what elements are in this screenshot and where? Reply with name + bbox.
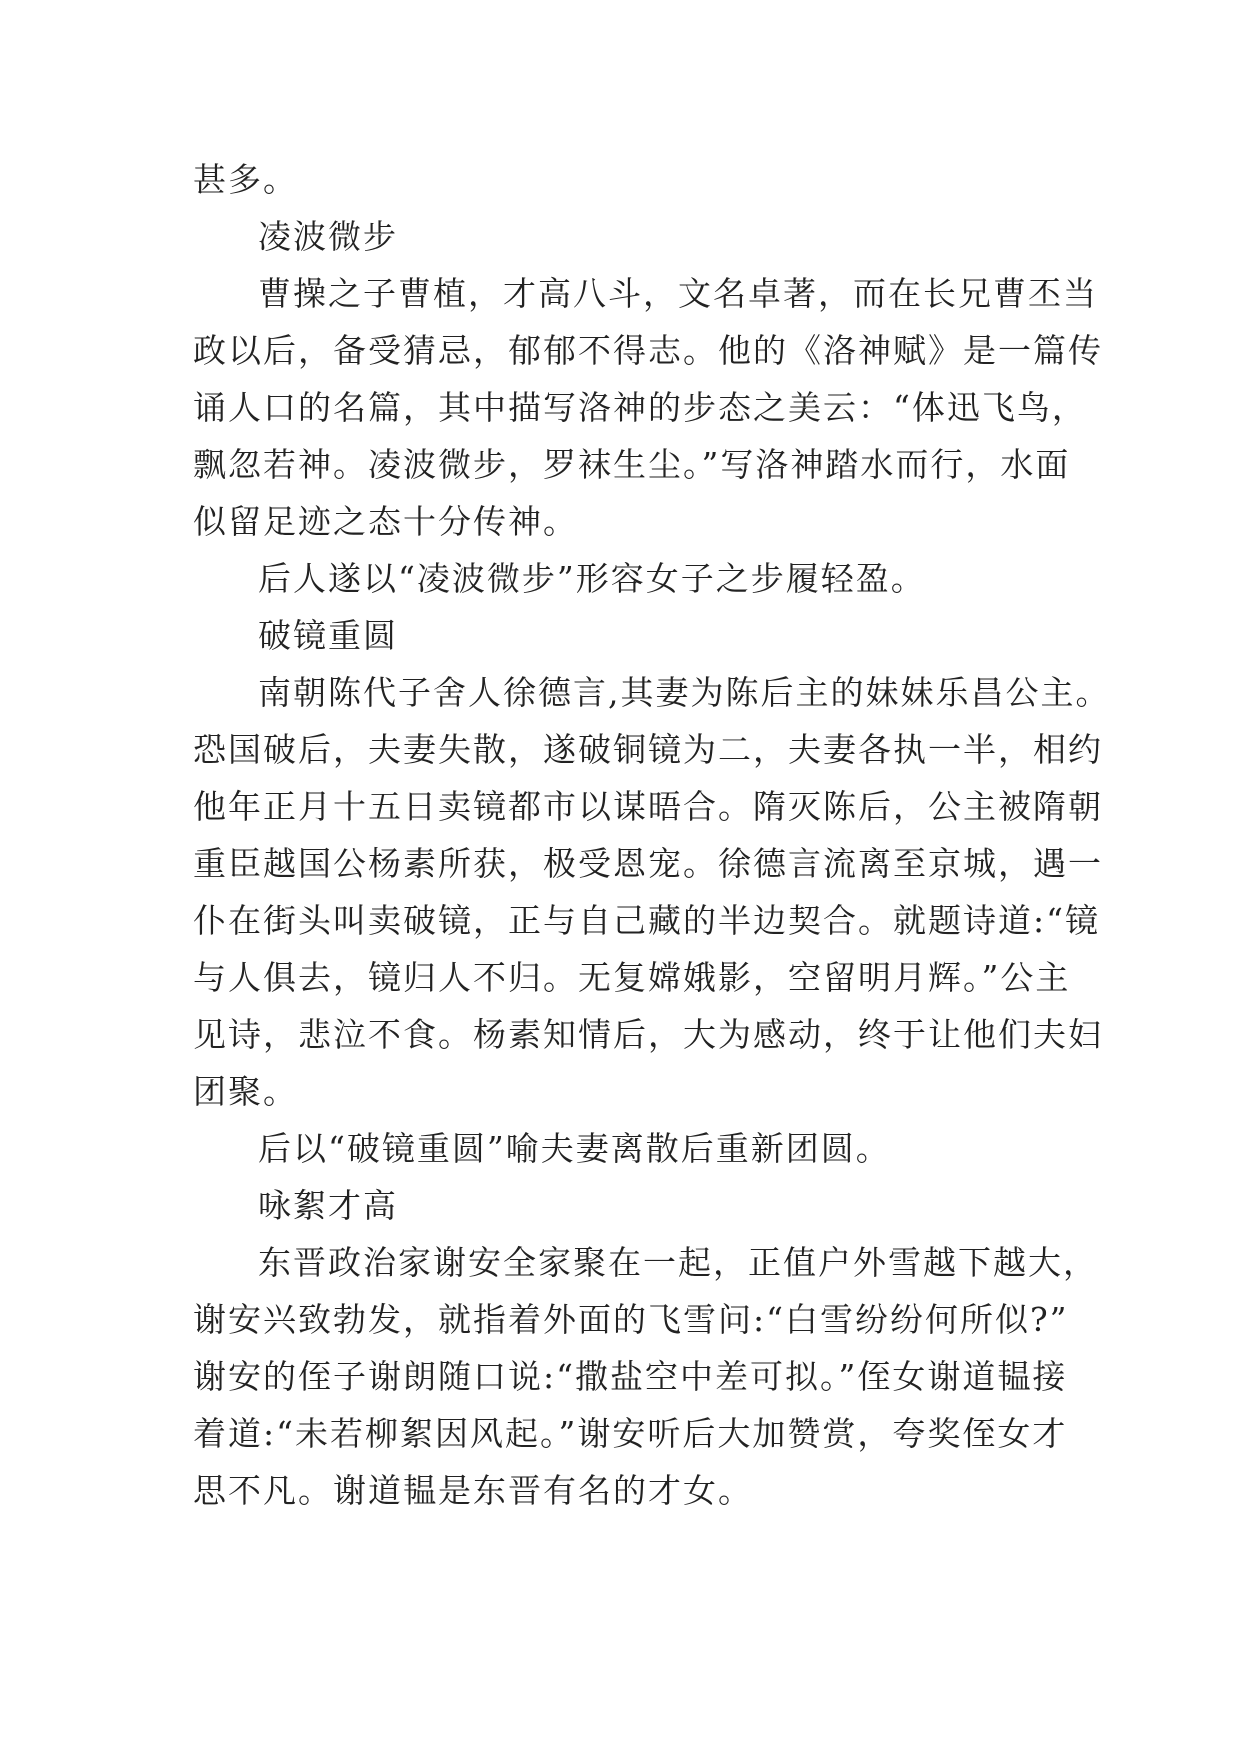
text-line: 飘忽若神。凌波微步，罗袜生尘。”写洛神踏水而行，水面	[193, 445, 1071, 484]
text-line: 后以“破镜重圆”喻夫妻离散后重新团圆。	[258, 1129, 891, 1168]
text-line: 诵人口的名篇，其中描写洛神的步态之美云：“体迅飞鸟，	[193, 388, 1087, 427]
text-line: 政以后，备受猜忌，郁郁不得志。他的《洛神赋》是一篇传	[193, 331, 1103, 370]
text-line: 团聚。	[193, 1072, 298, 1111]
text-line: 谢安的侄子谢朗随口说:“撒盐空中差可拟。”侄女谢道韫接	[193, 1357, 1068, 1396]
text-line: 东晋政治家谢安全家聚在一起，正值户外雪越下越大，	[258, 1243, 1098, 1282]
text-line: 曹操之子曹植，才高八斗，文名卓著，而在长兄曹丕当	[258, 274, 1098, 313]
text-line: 后人遂以“凌波微步”形容女子之步履轻盈。	[258, 559, 926, 598]
text-line: 仆在街头叫卖破镜，正与自己藏的半边契合。就题诗道:“镜	[193, 901, 1100, 940]
section-heading-lingbo: 凌波微步	[258, 217, 398, 256]
text-line: 似留足迹之态十分传神。	[193, 502, 578, 541]
text-line: 着道:“未若柳絮因风起。”谢安听后大加赞赏，夸奖侄女才	[193, 1414, 1068, 1453]
text-line: 谢安兴致勃发，就指着外面的飞雪问:“白雪纷纷何所似?”	[193, 1300, 1069, 1339]
text-line: 思不凡。谢道韫是东晋有名的才女。	[193, 1471, 753, 1510]
text-line: 他年正月十五日卖镜都市以谋晤合。隋灭陈后，公主被隋朝	[193, 787, 1103, 826]
text-line: 甚多。	[193, 160, 298, 199]
section-heading-yongxu: 咏絮才高	[258, 1186, 398, 1225]
section-heading-pojing: 破镜重圆	[258, 616, 398, 655]
document-page	[193, 160, 1111, 1528]
text-line: 南朝陈代子舍人徐德言,其妻为陈后主的妹妹乐昌公主。	[258, 673, 1111, 712]
text-line: 与人俱去，镜归人不归。无复嫦娥影，空留明月辉。”公主	[193, 958, 1071, 997]
text-line: 见诗，悲泣不食。杨素知情后，大为感动，终于让他们夫妇	[193, 1015, 1103, 1054]
text-line: 重臣越国公杨素所获，极受恩宠。徐德言流离至京城，遇一	[193, 844, 1103, 883]
text-line: 恐国破后，夫妻失散，遂破铜镜为二，夫妻各执一半，相约	[193, 730, 1103, 769]
